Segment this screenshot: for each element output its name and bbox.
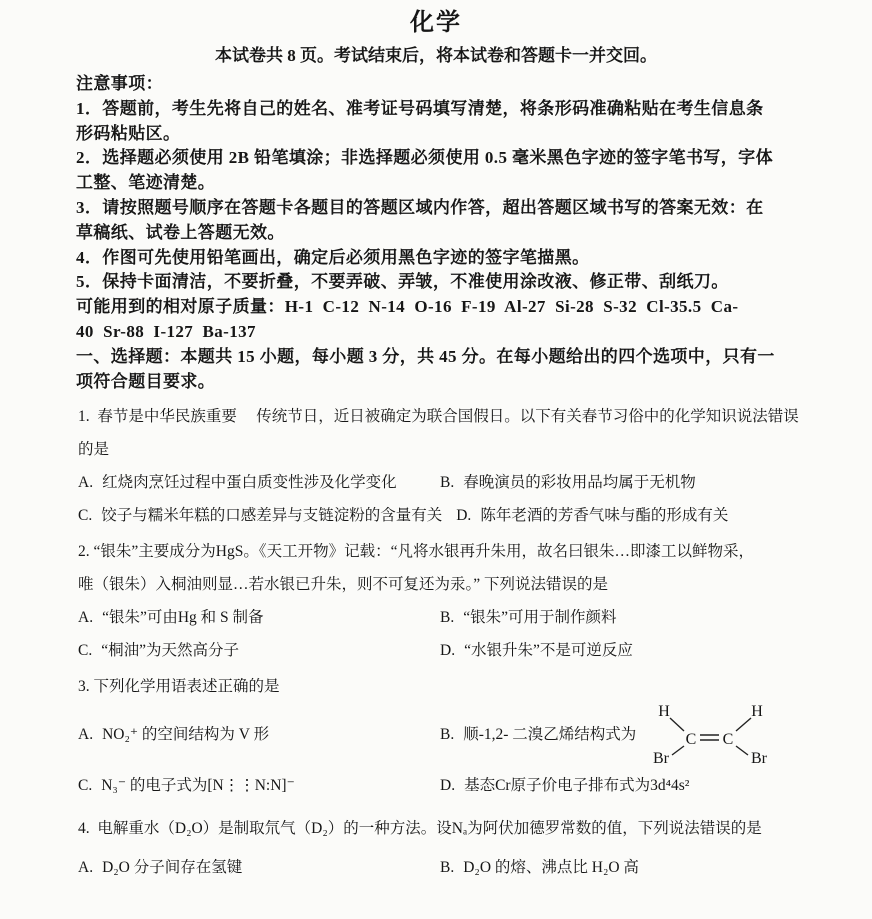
notice-item-1-line-2: 形码粘贴区。 [76, 123, 181, 143]
question-1-options-ab [78, 466, 832, 499]
notice-item-2-line-1: 2．选择题必须使用 2B 铅笔填涂；非选择题必须使用 0.5 毫米黑色字迹的签字笔书写，字体 [76, 148, 773, 168]
option-label: D. [440, 777, 456, 795]
option-label: A. [78, 474, 94, 492]
option-label: A. [78, 725, 94, 743]
notice-item-1-line-1: 1．答题前，考生先将自己的姓名、准考证号码填写清楚，将条形码准确粘贴在考生信息条 [76, 98, 764, 118]
question-2-stem-line-1: 2. “银朱”主要成分为HgS。《天工开物》记载：“凡将水银再升朱用，故名曰银朱…即漆工以鲜物采， [78, 543, 754, 561]
structure-h-left-label: H [658, 703, 671, 721]
structure-h-right-label: H [751, 703, 764, 721]
bond-c-br-right [736, 746, 748, 755]
section-header-line-2: 项符合题目要求。 [76, 371, 216, 391]
question-3-option-c [78, 769, 440, 802]
question-2-option-a [78, 601, 440, 634]
option-text: 陈年老酒的芳香气味与酯的形成有关 [480, 507, 729, 525]
notice-item-3-line-2: 草稿纸、试卷上答题无效。 [76, 222, 285, 242]
option-label: C. [78, 642, 93, 660]
question-1-option-b [440, 466, 696, 499]
option-text: D₂O 分子间存在氢键 [102, 859, 243, 877]
bond-c-br-left [672, 746, 684, 755]
option-label: B. [440, 859, 455, 877]
option-text: 顺-1,2- 二溴乙烯结构式为 [463, 725, 637, 743]
bond-h-c-left [670, 718, 684, 731]
option-text: D₂O 的熔、沸点比 H₂O 高 [463, 859, 639, 877]
question-2-options-ab [78, 601, 832, 634]
notice-item-4: 4．作图可先使用铅笔画出，确定后必须用黑色字迹的签字笔描黑。 [76, 247, 590, 267]
question-3-option-b [440, 703, 780, 765]
option-label: B. [440, 725, 455, 743]
question-1-stem-line-1: 1. 春节是中华民族重要 传统节日，近日被确定为联合国假日。以下有关春节习俗中的化学知识说法错误 [78, 408, 799, 426]
question-1-option-a [78, 466, 440, 499]
option-label: D. [456, 507, 472, 525]
option-label: B. [440, 474, 455, 492]
option-text: “银朱”可用于制作颜料 [463, 609, 617, 627]
option-text: “水银升朱”不是可逆反应 [464, 642, 633, 660]
structure-br-right-label: Br [751, 750, 768, 766]
option-text: 春晚演员的彩妆用品均属于无机物 [463, 474, 696, 492]
question-3-option-a [78, 718, 440, 751]
question-4 [78, 812, 832, 884]
notice-item-3-line-1: 3．请按照题号顺序在答题卡各题目的答题区域内作答，超出答题区域书写的答案无效：在 [76, 197, 764, 217]
notice-item-2-line-2: 工整、笔迹清楚。 [76, 173, 216, 193]
option-text: N₃⁻ 的电子式为[N⋮⋮N:N]⁻ [101, 777, 295, 795]
question-1-option-c [78, 499, 442, 532]
option-text: 红烧肉烹饪过程中蛋白质变性涉及化学变化 [102, 474, 397, 492]
option-label: C. [78, 777, 93, 795]
page-subtitle: 本试卷共 8 页。考试结束后，将本试卷和答题卡一并交回。 [215, 46, 657, 65]
option-text: “银朱”可由Hg 和 S 制备 [102, 609, 264, 627]
option-text: 基态Cr原子价电子排布式为3d⁴4s² [464, 777, 690, 795]
option-text: 饺子与糯米年糕的口感差异与支链淀粉的含量有关 [101, 507, 443, 525]
question-3-options-cd [78, 769, 832, 802]
section-header-line-1: 一、选择题：本题共 15 小题，每小题 3 分，共 45 分。在每小题给出的四个选项中，只有一 [76, 346, 775, 366]
question-2-options-cd [78, 634, 832, 667]
question-2-option-d [440, 634, 633, 667]
question-2-stem-line-2: 唯（银朱）入桐油则显…若水银已升朱，则不可复还为汞。” 下列说法错误的是 [78, 576, 609, 594]
atomic-masses-line-2: 40 Sr-88 I-127 Ba-137 [76, 321, 256, 341]
notice-item-5: 5．保持卡面清洁，不要折叠，不要弄破、弄皱，不准使用涂改液、修正带、刮纸刀。 [76, 272, 729, 292]
question-3-options-ab [78, 703, 832, 765]
question-4-option-a [78, 851, 440, 884]
question-2 [78, 535, 832, 667]
question-2-option-b [440, 601, 616, 634]
option-label: A. [78, 609, 94, 627]
bond-c-h-right [736, 718, 751, 731]
question-4-stem: 4. 电解重水（D₂O）是制取氘气（D₂）的一种方法。设Nₐ为阿伏加德罗常数的值，下列说法错误的是 [78, 820, 762, 838]
question-2-option-c [78, 634, 440, 667]
option-label: D. [440, 642, 456, 660]
question-1-option-d [456, 499, 728, 532]
cis-dibromoethene-structure-diagram [644, 699, 780, 765]
question-1-stem-line-2: 的是 [78, 441, 110, 459]
option-text: “桐油”为天然高分子 [101, 642, 239, 660]
notice-section [76, 72, 832, 394]
structure-br-left-label: Br [653, 750, 670, 766]
question-1-options-cd [78, 499, 832, 532]
question-3-stem: 3. 下列化学用语表述正确的是 [78, 678, 280, 696]
structure-c-right-label: C [722, 731, 734, 749]
structure-c-left-label: C [685, 731, 697, 749]
question-3 [78, 670, 832, 802]
option-text: NO₂⁺ 的空间结构为 V 形 [102, 725, 270, 743]
page-title: 化学 [410, 10, 462, 36]
question-4-option-b [440, 851, 639, 884]
questions-section [78, 400, 832, 884]
question-3-option-d [440, 769, 689, 802]
option-label: C. [78, 507, 93, 525]
option-label: B. [440, 609, 455, 627]
atomic-masses-line-1: 可能用到的相对原子质量：H-1 C-12 N-14 O-16 F-19 Al-27 Si-28 S-32 Cl-35.5 Ca- [76, 297, 739, 317]
question-1 [78, 400, 832, 532]
notice-heading: 注意事项： [76, 74, 163, 93]
option-label: A. [78, 859, 94, 877]
question-4-options-ab [78, 851, 832, 884]
